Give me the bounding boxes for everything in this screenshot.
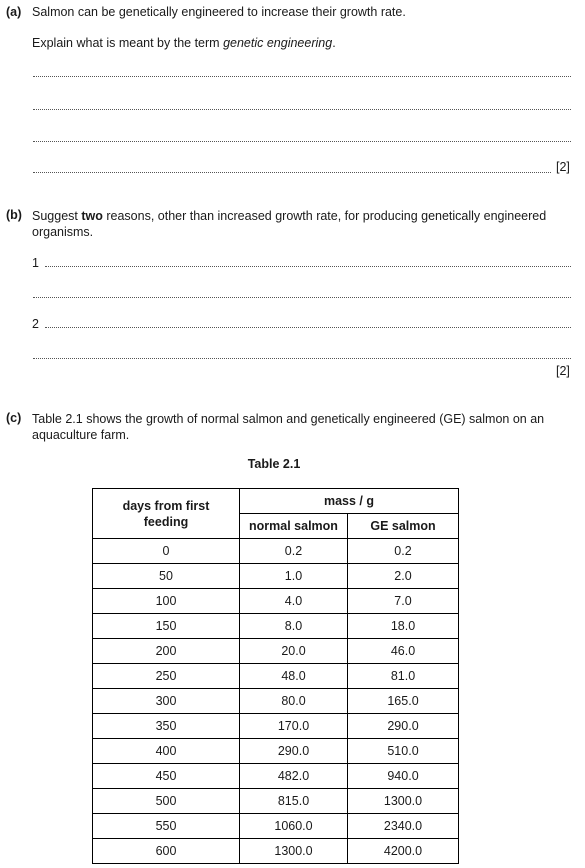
table-body (93, 539, 459, 864)
cell-days: 50 (93, 564, 240, 589)
cell-normal-salmon: 1300.0 (240, 839, 348, 864)
cell-normal-salmon: 1.0 (240, 564, 348, 589)
cell-days: 200 (93, 639, 240, 664)
part-b-text-line2: organisms. (32, 225, 94, 239)
answer-line-b3[interactable] (45, 327, 571, 328)
answer-line-b2[interactable] (33, 297, 571, 298)
table-row (93, 664, 459, 689)
cell-days: 0 (93, 539, 240, 564)
cell-normal-salmon: 290.0 (240, 739, 348, 764)
cell-normal-salmon: 815.0 (240, 789, 348, 814)
cell-days: 300 (93, 689, 240, 714)
cell-normal-salmon: 170.0 (240, 714, 348, 739)
part-b-marks: [2] (556, 364, 570, 378)
table-row (93, 589, 459, 614)
table-row (93, 739, 459, 764)
cell-days: 450 (93, 764, 240, 789)
cell-ge-salmon: 7.0 (348, 589, 459, 614)
cell-ge-salmon: 4200.0 (348, 839, 459, 864)
part-a-text: Salmon can be genetically engineered to increase their growth rate. (32, 5, 406, 19)
cell-days: 500 (93, 789, 240, 814)
part-a-marks: [2] (556, 160, 570, 174)
cell-ge-salmon: 165.0 (348, 689, 459, 714)
table-title: Table 2.1 (247, 457, 301, 471)
cell-ge-salmon: 510.0 (348, 739, 459, 764)
part-c-label: (c) (6, 411, 22, 425)
header-mass: mass / g (240, 489, 459, 514)
table-row (93, 814, 459, 839)
table-row (93, 789, 459, 814)
part-b-item-1-number: 1 (32, 256, 39, 270)
answer-line-b1[interactable] (45, 266, 571, 267)
cell-normal-salmon: 0.2 (240, 539, 348, 564)
header-days (93, 489, 240, 539)
table-row (93, 639, 459, 664)
cell-normal-salmon: 1060.0 (240, 814, 348, 839)
part-b-text-prefix: Suggest (32, 209, 82, 223)
header-normal-salmon: normal salmon (240, 514, 348, 539)
part-c-text (32, 411, 580, 443)
cell-days: 350 (93, 714, 240, 739)
cell-ge-salmon: 18.0 (348, 614, 459, 639)
cell-normal-salmon: 20.0 (240, 639, 348, 664)
cell-ge-salmon: 940.0 (348, 764, 459, 789)
header-ge-salmon: GE salmon (348, 514, 459, 539)
cell-days: 550 (93, 814, 240, 839)
part-c-text-line1: Table 2.1 shows the growth of normal salmon and genetically engineered (GE) salmon on an (32, 412, 545, 426)
table-row (93, 564, 459, 589)
answer-line-a3[interactable] (33, 141, 571, 142)
table-row (93, 714, 459, 739)
cell-ge-salmon: 290.0 (348, 714, 459, 739)
cell-ge-salmon: 1300.0 (348, 789, 459, 814)
cell-normal-salmon: 4.0 (240, 589, 348, 614)
salmon-growth-table (92, 488, 459, 864)
cell-days: 150 (93, 614, 240, 639)
cell-ge-salmon: 46.0 (348, 639, 459, 664)
part-a-instruction-suffix: . (332, 36, 336, 50)
part-a-instruction-term: genetic engineering (223, 36, 333, 50)
cell-ge-salmon: 2.0 (348, 564, 459, 589)
cell-normal-salmon: 482.0 (240, 764, 348, 789)
cell-ge-salmon: 2340.0 (348, 814, 459, 839)
part-b-item-2-number: 2 (32, 317, 39, 331)
answer-line-a1[interactable] (33, 76, 571, 77)
header-days-line1: days from first (122, 498, 210, 513)
part-a-label: (a) (6, 5, 22, 19)
part-b-text (32, 208, 577, 240)
cell-days: 100 (93, 589, 240, 614)
cell-days: 250 (93, 664, 240, 689)
cell-normal-salmon: 80.0 (240, 689, 348, 714)
cell-normal-salmon: 8.0 (240, 614, 348, 639)
part-a-instruction (32, 36, 336, 50)
cell-normal-salmon: 48.0 (240, 664, 348, 689)
table-row (93, 764, 459, 789)
header-days-line2: feeding (143, 514, 189, 529)
cell-days: 600 (93, 839, 240, 864)
part-b-label: (b) (6, 208, 22, 222)
table-row (93, 689, 459, 714)
answer-line-b4[interactable] (33, 358, 571, 359)
table-row (93, 614, 459, 639)
cell-days: 400 (93, 739, 240, 764)
part-a-instruction-prefix: Explain what is meant by the term (32, 36, 224, 50)
cell-ge-salmon: 0.2 (348, 539, 459, 564)
answer-line-a4[interactable] (33, 172, 551, 173)
cell-ge-salmon: 81.0 (348, 664, 459, 689)
part-c-text-line2: aquaculture farm. (32, 428, 130, 442)
table-row (93, 539, 459, 564)
part-b-text-bold: two (81, 209, 103, 223)
table-row (93, 839, 459, 864)
part-b-text-line1-suffix: reasons, other than increased growth rate, for producing genetically engineered (102, 209, 547, 223)
answer-line-a2[interactable] (33, 109, 571, 110)
